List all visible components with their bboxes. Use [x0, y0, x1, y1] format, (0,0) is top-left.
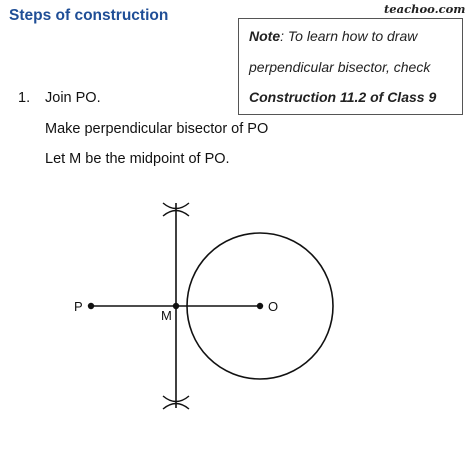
note-line-2: perpendicular bisector, check: [249, 59, 431, 75]
point-o: [257, 303, 263, 309]
note-line-1-text: : To learn how to draw: [280, 28, 418, 44]
step-line-1: Join PO.: [45, 90, 101, 106]
step-line-3: Let M be the midpoint of PO.: [45, 151, 230, 167]
step-number: 1.: [18, 90, 31, 106]
label-o: O: [268, 299, 279, 314]
label-m: M: [161, 308, 172, 323]
teachoo-logo: teachoo.com: [384, 2, 466, 16]
note-label: Note: [249, 28, 281, 44]
note-line-3: Construction 11.2 of Class 9: [249, 89, 437, 105]
label-p: P: [74, 299, 83, 314]
step-line-2: Make perpendicular bisector of PO: [45, 121, 269, 137]
page-heading: Steps of construction: [9, 7, 169, 24]
point-p: [88, 303, 94, 309]
point-m: [173, 303, 179, 309]
